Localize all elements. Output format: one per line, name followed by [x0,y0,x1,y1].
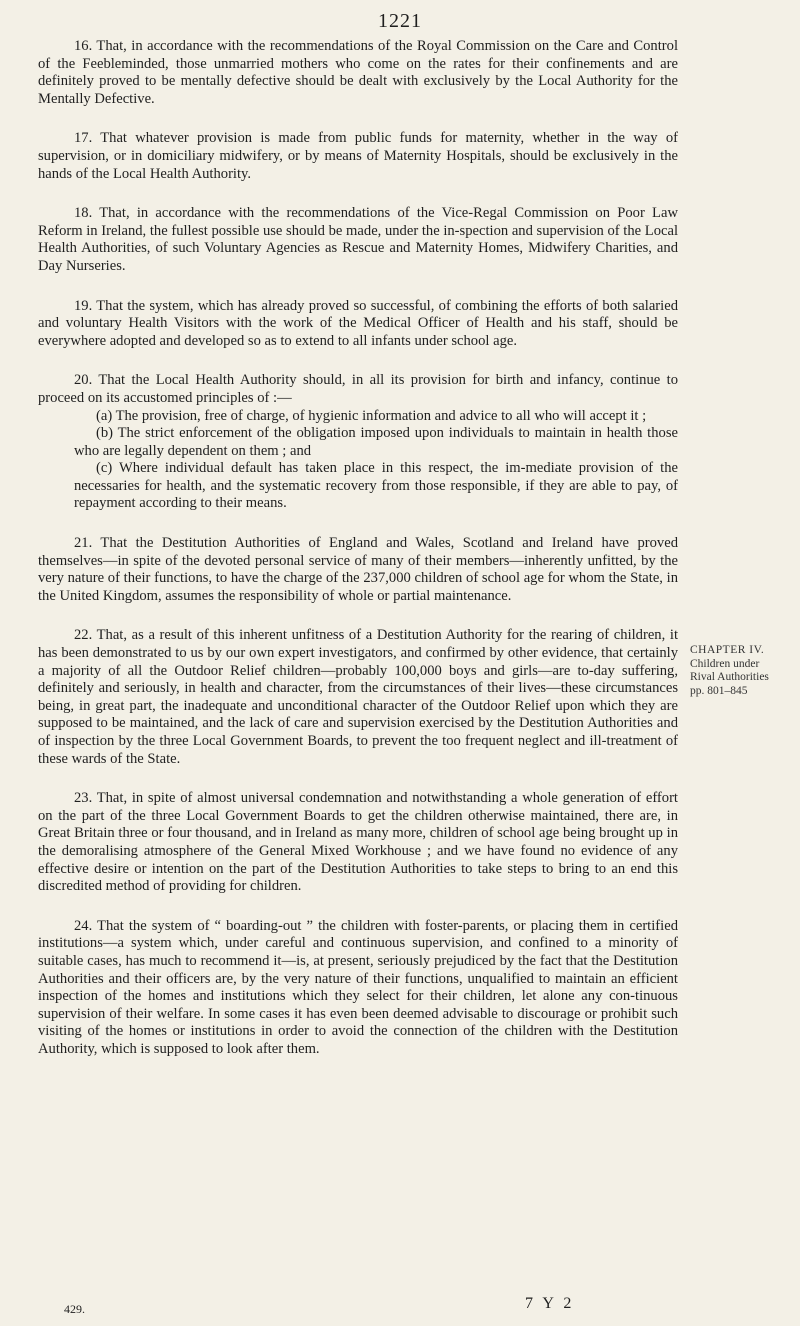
paragraph-20-c: (c) Where individual default has taken place in this respect, the im-mediate provision of the necessaries for health, and the systematic recovery from those responsible, if they are able to pay, of repayment according to their means. [74,460,678,512]
paragraph-20-a: (a) The provision, free of charge, of hygienic information and advice to all who will accept it ; [96,407,647,424]
paragraph-24: 24. That the system of “ boarding-out ” the children with foster-parents, or placing them in certified institutions—a system which, under careful and continuous supervision, and confined to a minority of suitable cases, has much to recommend it—is, at present, seriously prejudiced by the fact that the Destitution Authorities and their officers are, by the very nature of their functions, unqualified to maintain an efficient inspection of the homes and institutions which they select for their children, let alone any con-tinuous supervision of their welfare. In some cases it has even been deemed advisable to discourage or prohibit such visiting of the homes or institutions in order to avoid the connection of the children with the Destitution Authority, which is supposed to look after them. [38,917,678,1057]
margin-note-line-1: Children under [690,657,760,670]
paragraph-23: 23. That, in spite of almost universal condemnation and notwithstanding a whole generation of effort on the part of the three Local Government Boards to get the children otherwise maintained, there are, in Great Britain three or four thousand, and in Ireland as many more, children of school age being brought up in the demoralising atmosphere of the General Mixed Workhouse ; and we have found no evidence of any effective desire or intention on the part of the Destitution Authorities to take steps to bring to an end this discredited method of providing for children. [38,790,678,895]
margin-note-line-2: Rival Authorities [690,671,769,683]
paragraph-17: 17. That whatever provision is made from public funds for maternity, whether in the way of supervision, or in domiciliary midwifery, or by means of Maternity Hospitals, should be exclusively in the hands of the Local Health Authority. [38,130,678,182]
paragraph-21: 21. That the Destitution Authorities of England and Wales, Scotland and Ireland have proved themselves—in spite of the devoted personal service of many of their members—inherently unfitted, by the very nature of their functions, to have the charge of the 237,000 children of school age for whom the State, in the United Kingdom, assumes the responsibility of whole or partial maintenance. [38,535,678,604]
page-number: 1221 [378,10,422,32]
paragraph-20: 20. That the Local Health Authority should, in all its provision for birth and infancy, continue to proceed on its accustomed principles of :— [38,372,678,406]
paragraph-20-b: (b) The strict enforcement of the obligation imposed upon individuals to maintain in health those who are legally dependent on them ; and [74,425,678,459]
paragraph-16: 16. That, in accordance with the recommendations of the Royal Commission on the Care and Control of the Feebleminded, those unmarried mothers who come on the rates for their confinements and are definitely proved to be mentally defective should be dealt with exclusively by the Local Authority for the Mentally Defective. [38,38,678,107]
margin-note-pages: pp. 801–845 [690,684,748,697]
footer-signature-number: 429. [64,1302,85,1316]
margin-note [690,644,798,698]
paragraph-18: 18. That, in accordance with the recommendations of the Vice-Regal Commission on Poor Law Reform in Ireland, the fullest possible use should be made, under the in-spection and supervision of the Local Health Authorities, of such Voluntary Agencies as Rescue and Maternity Homes, Midwifery Charities, and Day Nurseries. [38,205,678,274]
margin-note-chapter: CHAPTER IV. [690,644,765,656]
paragraph-22: 22. That, as a result of this inherent unfitness of a Destitution Authority for the rearing of children, it has been demonstrated to us by our own expert investigators, and confirmed by other evidence, that certainly a majority of all the Outdoor Relief children—probably 100,000 boys and girls—are to-day suffering, definitely and seriously, in health and character, from the circumstances of their lives—these circumstances being, in great part, the inadequate and unconditional character of the Outdoor Relief upon which they are supposed to be maintained, and the lack of care and supervision exercised by the Destitution Authorities and of inspection by the three Local Government Boards, to prevent the too frequent neglect and ill-treatment of these wards of the State. [38,627,678,767]
paragraph-19: 19. That the system, which has already proved so successful, of combining the efforts of both salaried and voluntary Health Visitors with the work of the Medical Officer of Health and his staff, should be everywhere adopted and developed so as to extend to all infants under school age. [38,297,678,349]
main-text [38,38,678,1081]
footer-signature-mark: 7 Y 2 [525,1295,575,1312]
